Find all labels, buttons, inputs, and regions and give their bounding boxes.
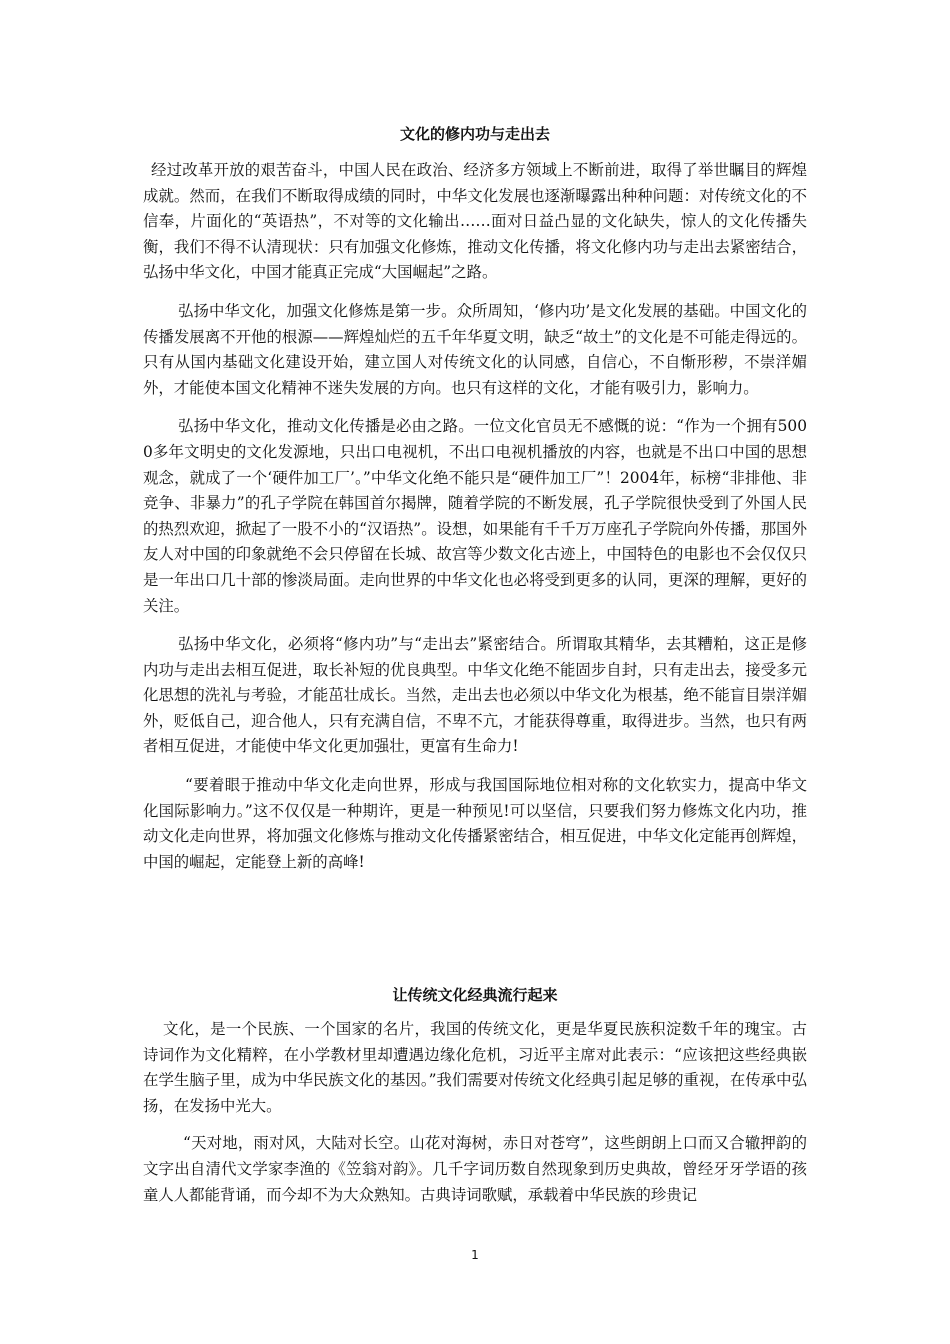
article-paragraph: 弘扬中华文化，必须将“修内功”与“走出去”紧密结合。所谓取其精华，去其糟粕，这正是修内功与走出去相互促进，取长补短的优良典型。中华文化绝不能固步自封，只有走出去，接受多元化思想的洗礼与考验，才能茁壮成长。当然，走出去也必须以中华文化为根基，绝不能盲目崇洋媚外，贬低自己，迎合他人，只有充满自信，不卑不亢，才能获得尊重，取得进步。当然，也只有两者相互促进，才能使中华文化更加强壮，更富有生命力! bbox=[143, 635, 807, 756]
article-paragraph: 文化，是一个民族、一个国家的名片，我国的传统文化，更是华夏民族积淀数千年的瑰宝。古诗词作为文化精粹，在小学教材里却遭遇边缘化危机，习近平主席对此表示：“应该把这些经典嵌在学生脑子里，成为中华民族文化的基因。”我们需要对传统文化经典引起足够的重视，在传承中弘扬，在发扬中光大。 bbox=[143, 1020, 807, 1115]
article-title: 让传统文化经典流行起来 bbox=[392, 986, 558, 1004]
article-cultural-inner-strength bbox=[143, 124, 807, 888]
page-number: 1 bbox=[471, 1248, 479, 1262]
article-title: 文化的修内功与走出去 bbox=[399, 125, 550, 143]
article-paragraph: 弘扬中华文化，推动文化传播是必由之路。一位文化官员无不感慨的说：“作为一个拥有5000多年文明史的文化发源地，只出口电视机，不出口电视机播放的内容，也就是不出口中国的思想观念，就成了一个‘硬件加工厂’。”中华文化绝不能只是“硬件加工厂”！2004年，标榜“非排他、非竞争、非暴力”的孔子学院在韩国首尔揭牌，随着学院的不断发展，孔子学院很快受到了外国人民的热烈欢迎，掀起了一股不小的“汉语热”。设想，如果能有千千万万座孔子学院向外传播，那国外友人对中国的印象就绝不会只停留在长城、故宫等少数文化古迹上，中国特色的电影也不会仅仅只是一年出口几十部的惨淡局面。走向世界的中华文化也必将受到更多的认同，更深的理解，更好的关注。 bbox=[143, 417, 807, 615]
article-paragraph: 弘扬中华文化，加强文化修炼是第一步。众所周知，‘修内功’是文化发展的基础。中国文化的传播发展离不开他的根源——辉煌灿烂的五千年华夏文明，缺乏“故土”的文化是不可能走得远的。只有从国内基础文化建设开始，建立国人对传统文化的认同感，自信心，不自惭形秽，不崇洋媚外，才能使本国文化精神不迷失发展的方向。也只有这样的文化，才能有吸引力，影响力。 bbox=[143, 301, 807, 397]
article-paragraph: “要着眼于推动中华文化走向世界，形成与我国国际地位相对称的文化软实力，提高中华文化国际影响力。”这不仅仅是一种期许，更是一种预见!可以坚信，只要我们努力修炼文化内功，推动文化走向世界，将加强文化修炼与推动文化传播紧密结合，相互促进，中华文化定能再创辉煌，中国的崛起，定能登上新的高峰! bbox=[143, 776, 807, 871]
article-paragraph: 经过改革开放的艰苦奋斗，中国人民在政治、经济多方领域上不断前进，取得了举世瞩目的辉煌成就。然而，在我们不断取得成绩的同时，中华文化发展也逐渐曝露出种种问题：对传统文化的不信奉，片面化的“英语热”，不对等的文化输出……面对日益凸显的文化缺失，惊人的文化传播失衡，我们不得不认清现状：只有加强文化修炼，推动文化传播，将文化修内功与走出去紧密结合，弘扬中华文化，中国才能真正完成“大国崛起”之路。 bbox=[143, 161, 807, 282]
article-classics-popular bbox=[143, 985, 807, 1220]
article-paragraph: “天对地，雨对风，大陆对长空。山花对海树，赤日对苍穹”，这些朗朗上口而又合辙押韵的文字出自清代文学家李渔的《笠翁对韵》。几千字词历数自然现象到历史典故，曾经牙牙学语的孩童人人都能背诵，而今却不为大众熟知。古典诗词歌赋，承载着中华民族的珍贵记 bbox=[143, 1134, 807, 1204]
